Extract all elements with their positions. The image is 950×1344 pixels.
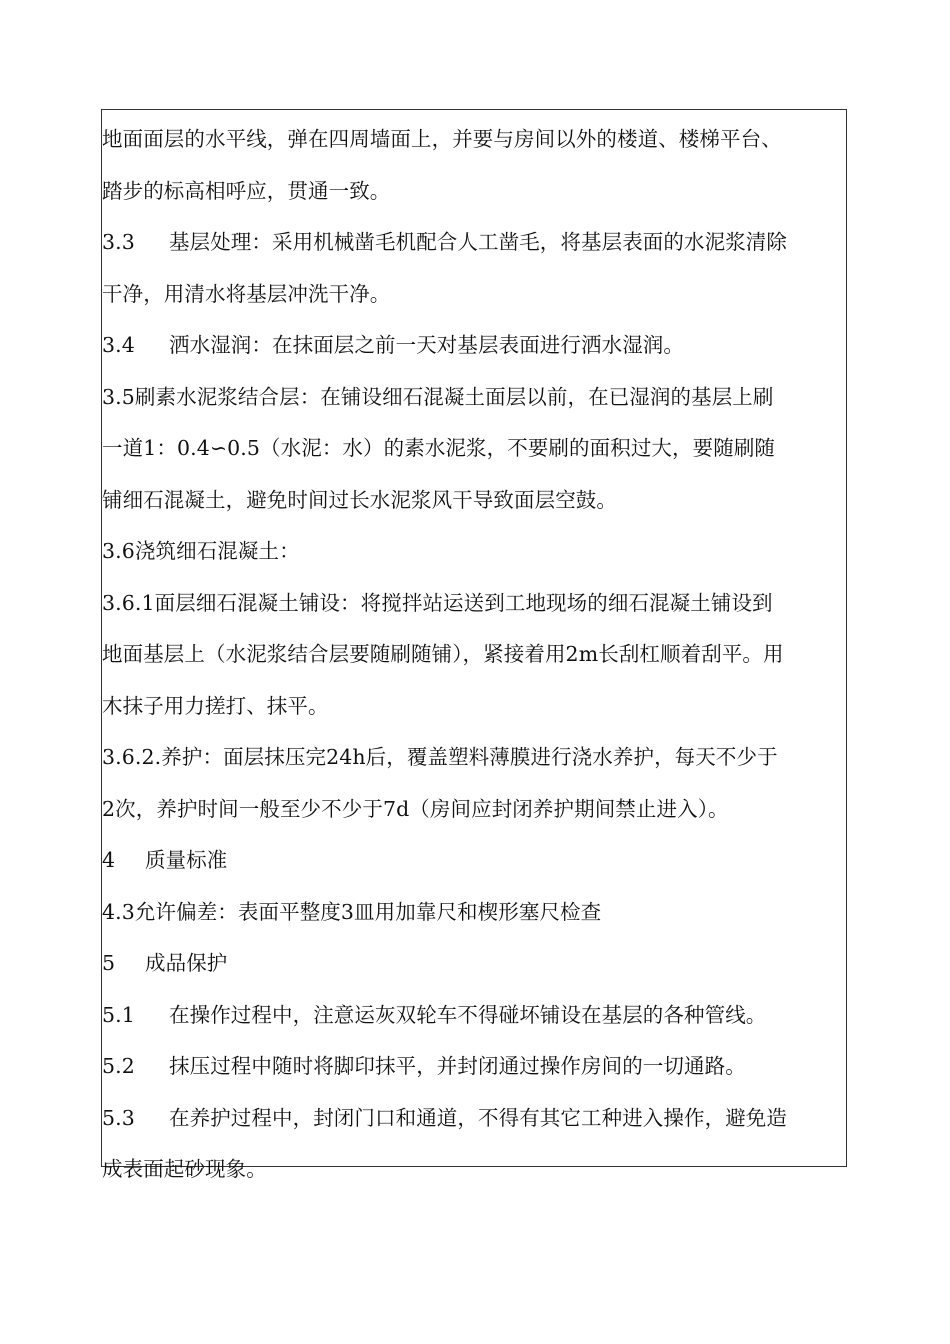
text-line <box>102 1096 848 1148</box>
text-line <box>102 581 848 633</box>
text-line <box>102 426 848 478</box>
line-text: 踏步的标高相呼应，贯通一致。 <box>102 178 391 203</box>
section-number: 4 <box>102 848 116 872</box>
line-text: 铺细石混凝土，避免时间过长水泥浆风干导致面层空鼓。 <box>102 487 617 512</box>
line-text: 一道1：0.4∽0.5（水泥：水）的素水泥浆，不要刷的面积过大，要随刷随 <box>102 436 776 460</box>
text-line <box>102 272 848 324</box>
line-text: 4.3允许偏差：表面平整度3皿用加靠尺和楔形塞尺检查 <box>102 899 602 924</box>
text-line <box>102 632 848 684</box>
text-line <box>102 735 848 787</box>
text-line <box>102 1147 848 1199</box>
text-line <box>102 117 848 169</box>
line-text: 3.5刷素水泥浆结合层：在铺设细石混凝土面层以前，在已湿润的基层上刷 <box>102 384 774 409</box>
line-text: 抹压过程中随时将脚印抹平，并封闭通过操作房间的一切通路。 <box>169 1054 746 1078</box>
text-line <box>102 323 848 375</box>
text-line <box>102 684 848 736</box>
section-number: 5 <box>102 951 116 975</box>
text-line <box>102 941 848 993</box>
text-line <box>102 993 848 1045</box>
section-heading: 成品保护 <box>145 951 228 975</box>
line-text: 在养护过程中，封闭门口和通道，不得有其它工种进入操作，避免造 <box>169 1105 787 1130</box>
text-line <box>102 1044 848 1096</box>
text-line <box>102 529 848 581</box>
document-body <box>102 117 848 1199</box>
section-heading: 质量标准 <box>145 848 228 872</box>
text-line <box>102 375 848 427</box>
text-line <box>102 890 848 942</box>
line-text: 木抹子用力搓打、抹平。 <box>102 693 329 718</box>
section-number: 5.1 <box>102 1002 135 1027</box>
line-text: 3.6.1面层细石混凝土铺设：将搅拌站运送到工地现场的细石混凝土铺设到 <box>102 590 773 615</box>
line-text: 地面基层上（水泥浆结合层要随刷随铺），紧接着用2m长刮杠顺着刮平。用 <box>102 642 784 666</box>
text-line <box>102 838 848 890</box>
text-line <box>102 220 848 272</box>
line-text: 3.6.2.养护：面层抹压完24h后，覆盖塑料薄膜进行浇水养护，每天不少于 <box>102 745 778 769</box>
text-line <box>102 478 848 530</box>
line-text: 地面面层的水平线，弹在四周墙面上，并要与房间以外的楼道、楼梯平台、 <box>102 127 782 151</box>
section-number: 5.2 <box>102 1054 135 1078</box>
line-text: 3.6浇筑细石混凝土： <box>102 539 300 563</box>
section-number: 3.4 <box>102 333 135 357</box>
line-text: 2次，养护时间一般至少不少于7d（房间应封闭养护期间禁止进入）。 <box>102 796 729 821</box>
line-text: 成表面起砂现象。 <box>102 1157 267 1181</box>
line-text: 在操作过程中，注意运灰双轮车不得碰坏铺设在基层的各种管线。 <box>169 1002 767 1027</box>
line-text: 基层处理：采用机械凿毛机配合人工凿毛，将基层表面的水泥浆清除 <box>169 230 787 254</box>
section-number: 5.3 <box>102 1105 135 1130</box>
line-text: 干净，用清水将基层冲洗干净。 <box>102 281 391 306</box>
text-line <box>102 787 848 839</box>
line-text: 洒水湿润：在抹面层之前一天对基层表面进行洒水湿润。 <box>169 333 684 357</box>
text-line <box>102 169 848 221</box>
section-number: 3.3 <box>102 230 135 254</box>
